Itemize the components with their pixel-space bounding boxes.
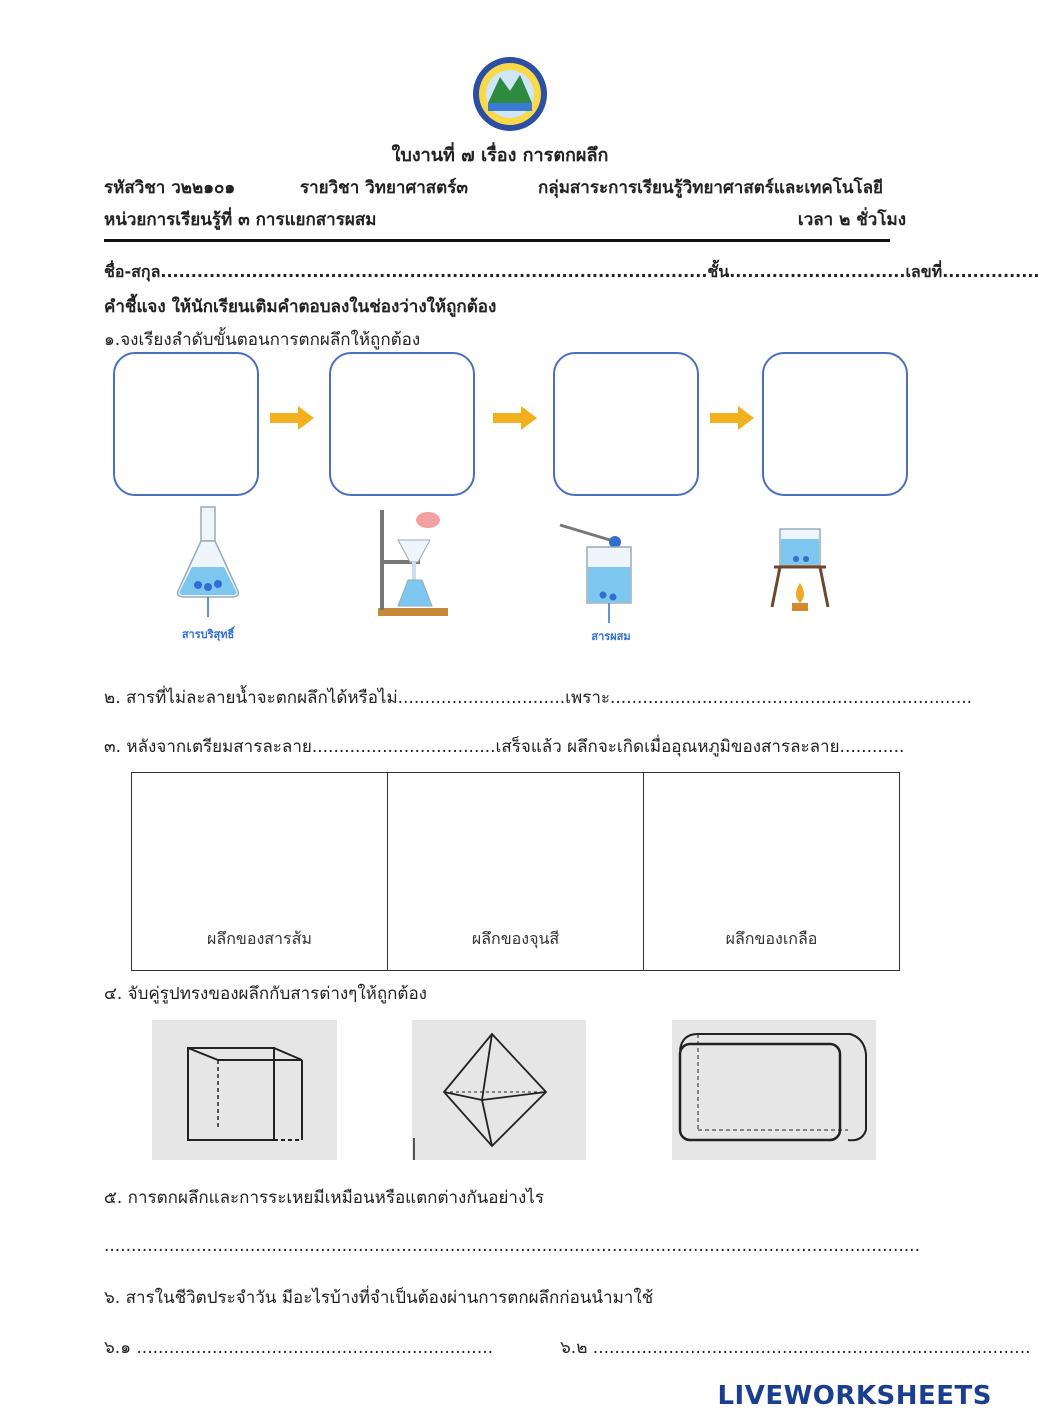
crystal-cell-copper-sulfate[interactable] — [388, 773, 644, 970]
caption-salt: ผลึกของเกลือ — [725, 929, 818, 948]
unit-title: หน่วยการเรียนรู้ที่ ๓ การแยกสารผสม — [104, 210, 377, 230]
watermark-text: LIVEWORKSHEETS — [717, 1381, 992, 1411]
arrow-right-icon — [710, 406, 754, 430]
answer-line-5[interactable]: ....................................................................................................................................................... — [104, 1236, 920, 1256]
heating-beaker-image[interactable] — [768, 525, 838, 620]
question-5: ๕. การตกผลึกและการระเหยมีเหมือนหรือแตกต่างกันอย่างไร — [104, 1188, 544, 1208]
step-box-1[interactable] — [113, 352, 259, 496]
rectangular-prism-shape-image[interactable] — [672, 1020, 876, 1160]
step-box-4[interactable] — [762, 352, 908, 496]
answer-6-1[interactable]: ๖.๑ .................................................................. — [104, 1338, 494, 1358]
course-name: รายวิชา วิทยาศาสตร์๓ — [300, 178, 468, 198]
beaker-mixture-image[interactable] — [555, 515, 645, 643]
label-mixture: สารผสม — [591, 630, 631, 643]
question-1: ๑.จงเรียงลำดับขั้นตอนการตกผลึกให้ถูกต้อง — [104, 330, 421, 350]
filtration-image[interactable] — [368, 500, 458, 620]
label-pure-substance: สารบริสุทธิ์ — [181, 628, 235, 641]
time-allotted: เวลา ๒ ชั่วโมง — [797, 210, 906, 230]
student-info-line[interactable]: ชื่อ-สกุล..........................................................................................ชั้น.............................เลขที่................ — [104, 262, 1039, 281]
answer-6-2[interactable]: ๖.๒ ................................................................................. — [560, 1338, 1031, 1358]
question-3[interactable]: ๓. หลังจากเตรียมสารละลาย..................................เสร็จแล้ว ผลึกจะเกิดเมื่ออุณหภูมิของสารละลาย............ — [104, 737, 905, 757]
crystal-cell-salt[interactable] — [644, 773, 899, 970]
caption-alum: ผลึกของสารส้ม — [207, 929, 312, 948]
crystal-table — [131, 772, 900, 971]
arrow-right-icon — [493, 406, 537, 430]
step-box-2[interactable] — [329, 352, 475, 496]
arrow-right-icon — [270, 406, 314, 430]
flask-image[interactable] — [168, 505, 248, 645]
course-code: รหัสวิชา ว๒๒๑๐๑ — [104, 178, 236, 198]
octahedron-shape-image[interactable] — [412, 1020, 586, 1160]
worksheet-title: ใบงานที่ ๗ เรื่อง การตกผลึก — [391, 145, 609, 166]
question-4: ๔. จับคู่รูปทรงของผลึกกับสารต่างๆให้ถูกต้อง — [104, 984, 427, 1004]
crystal-cell-alum[interactable] — [132, 773, 388, 970]
question-6: ๖. สารในชีวิตประจำวัน มีอะไรบ้างที่จำเป็นต้องผ่านการตกผลึกก่อนนำมาใช้ — [104, 1288, 654, 1308]
instructions: คำชี้แจง ให้นักเรียนเติมคำตอบลงในช่องว่างให้ถูกต้อง — [104, 297, 497, 317]
liveworksheets-watermark — [717, 1381, 992, 1411]
header-divider — [104, 239, 890, 242]
cube-shape-image[interactable] — [152, 1020, 337, 1160]
question-2[interactable]: ๒. สารที่ไม่ละลายน้ำจะตกผลึกได้หรือไม่...............................เพราะ................................................................... — [104, 688, 973, 708]
school-logo — [470, 55, 550, 133]
caption-copper-sulfate: ผลึกของจุนสี — [471, 929, 560, 948]
subject-group: กลุ่มสาระการเรียนรู้วิทยาศาสตร์และเทคโนโลยี — [538, 178, 884, 198]
step-box-3[interactable] — [553, 352, 699, 496]
